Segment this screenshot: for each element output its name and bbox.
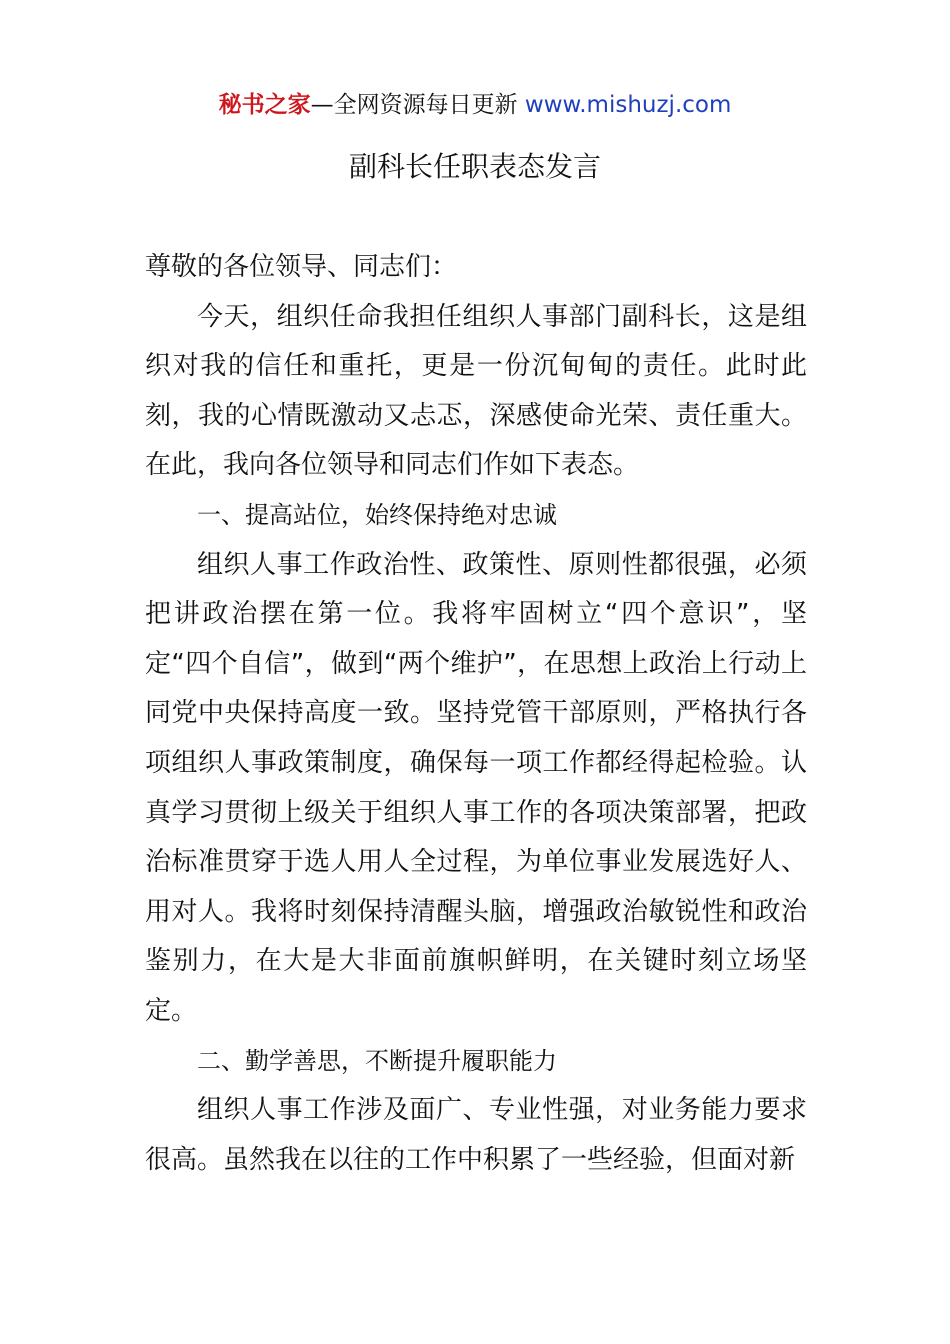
- salutation: 尊敬的各位领导、同志们：: [145, 252, 458, 282]
- intro-paragraph: 今天，组织任命我担任组织人事部门副科长，这是组织对我的信任和重托，更是一份沉甸甸的责任。此时此刻，我的心情既激动又忐忑，深感使命光荣、责任重大。在此，我向各位领导和同志们作如下表态。: [145, 301, 807, 481]
- site-header: [0, 88, 950, 122]
- section-2-paragraph: 组织人事工作涉及面广、专业性强，对业务能力要求很高。虽然我在以往的工作中积累了一些经验，但面对新: [145, 1095, 807, 1175]
- section-heading-1: 一、提高站位，始终保持绝对忠诚: [197, 500, 557, 529]
- document-title: 副科长任职表态发言: [348, 150, 601, 183]
- header-tagline: —全网资源每日更新: [310, 92, 518, 118]
- document-body: [145, 243, 807, 1185]
- section-1-paragraph: 组织人事工作政治性、政策性、原则性都很强，必须把讲政治摆在第一位。我将牢固树立“四个意识”，坚定“四个自信”，做到“两个维护”，在思想上政治上行动上同党中央保持高度一致。坚持党管干部原则，严格执行各项组织人事政策制度，确保每一项工作都经得起检验。认真学习贯彻上级关于组织人事工作的各项决策部署，把政治标准贯穿于选人用人全过程，为单位事业发展选好人、用对人。我将时刻保持清醒头脑，增强政治敏锐性和政治鉴别力，在大是大非面前旗帜鲜明，在关键时刻立场坚定。: [145, 549, 807, 1026]
- site-url-link[interactable]: www.mishuzj.com: [524, 92, 732, 118]
- section-heading-2: 二、勤学善思，不断提升履职能力: [197, 1046, 557, 1075]
- brand-name: 秘书之家: [218, 92, 311, 118]
